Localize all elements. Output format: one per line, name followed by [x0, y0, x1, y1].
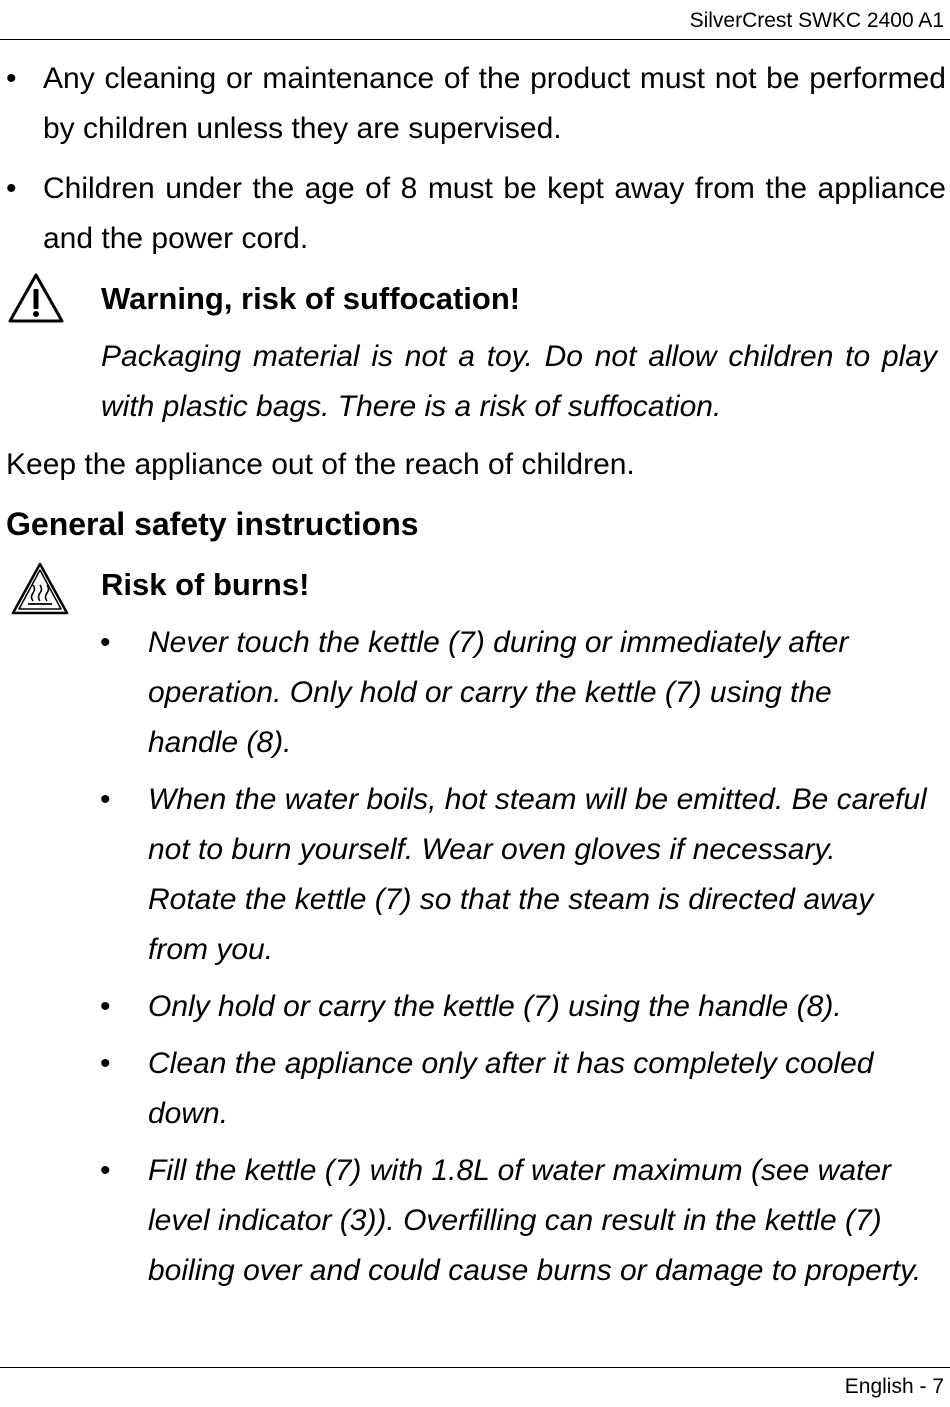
intro-bullet-list — [6, 54, 946, 274]
list-item — [100, 1039, 930, 1139]
section-heading: General safety instructions — [6, 506, 419, 542]
list-item — [6, 54, 946, 154]
list-item-text: Clean the appliance only after it has completely cooled down. — [148, 1047, 874, 1130]
warning-triangle-icon — [6, 271, 66, 330]
burns-bullet-list — [100, 618, 930, 1303]
burns-title: Risk of burns! — [101, 567, 310, 602]
list-item — [100, 618, 930, 768]
bullet-dot: • — [100, 1154, 111, 1187]
list-item-text: Never touch the kettle (7) during or immediately after operation. Only hold or carry the kettle (7) using the handle (8). — [148, 626, 849, 759]
bullet-dot: • — [6, 62, 17, 95]
list-item-text: Only hold or carry the kettle (7) using the handle (8). — [148, 990, 842, 1023]
warning-text: Packaging material is not a toy. Do not allow children to play with plastic bags. There is a risk of suffocation. — [101, 340, 937, 423]
list-item — [100, 982, 930, 1032]
bullet-dot: • — [100, 990, 111, 1023]
hot-surface-warning-icon — [9, 560, 71, 623]
warning-title: Warning, risk of suffocation! — [101, 281, 521, 316]
page-header-title: SilverCrest SWKC 2400 A1 — [689, 9, 944, 32]
list-item — [6, 164, 946, 264]
bullet-dot: • — [100, 783, 111, 816]
page-number: English - 7 — [844, 1375, 944, 1398]
list-item — [100, 775, 930, 975]
list-item-text: Any cleaning or maintenance of the product must not be performed by children unless they are supervised. — [43, 62, 946, 145]
bullet-dot: • — [100, 626, 111, 659]
footer-divider — [0, 1367, 950, 1368]
bullet-dot: • — [100, 1047, 111, 1080]
list-item-text: When the water boils, hot steam will be emitted. Be careful not to burn yourself. Wear oven gloves if necessary. Rotate the kettle (7) so that the steam is directed away from you. — [148, 783, 927, 966]
list-item — [100, 1146, 930, 1296]
header-divider — [0, 39, 950, 40]
bullet-dot: • — [6, 172, 17, 205]
list-item-text: Fill the kettle (7) with 1.8L of water maximum (see water level indicator (3)). Overfilling can result in the kettle (7) boiling over and could cause burns or damage to property. — [148, 1154, 922, 1287]
keep-away-text: Keep the appliance out of the reach of children. — [6, 448, 635, 481]
list-item-text: Children under the age of 8 must be kept away from the appliance and the power cord. — [43, 172, 946, 255]
